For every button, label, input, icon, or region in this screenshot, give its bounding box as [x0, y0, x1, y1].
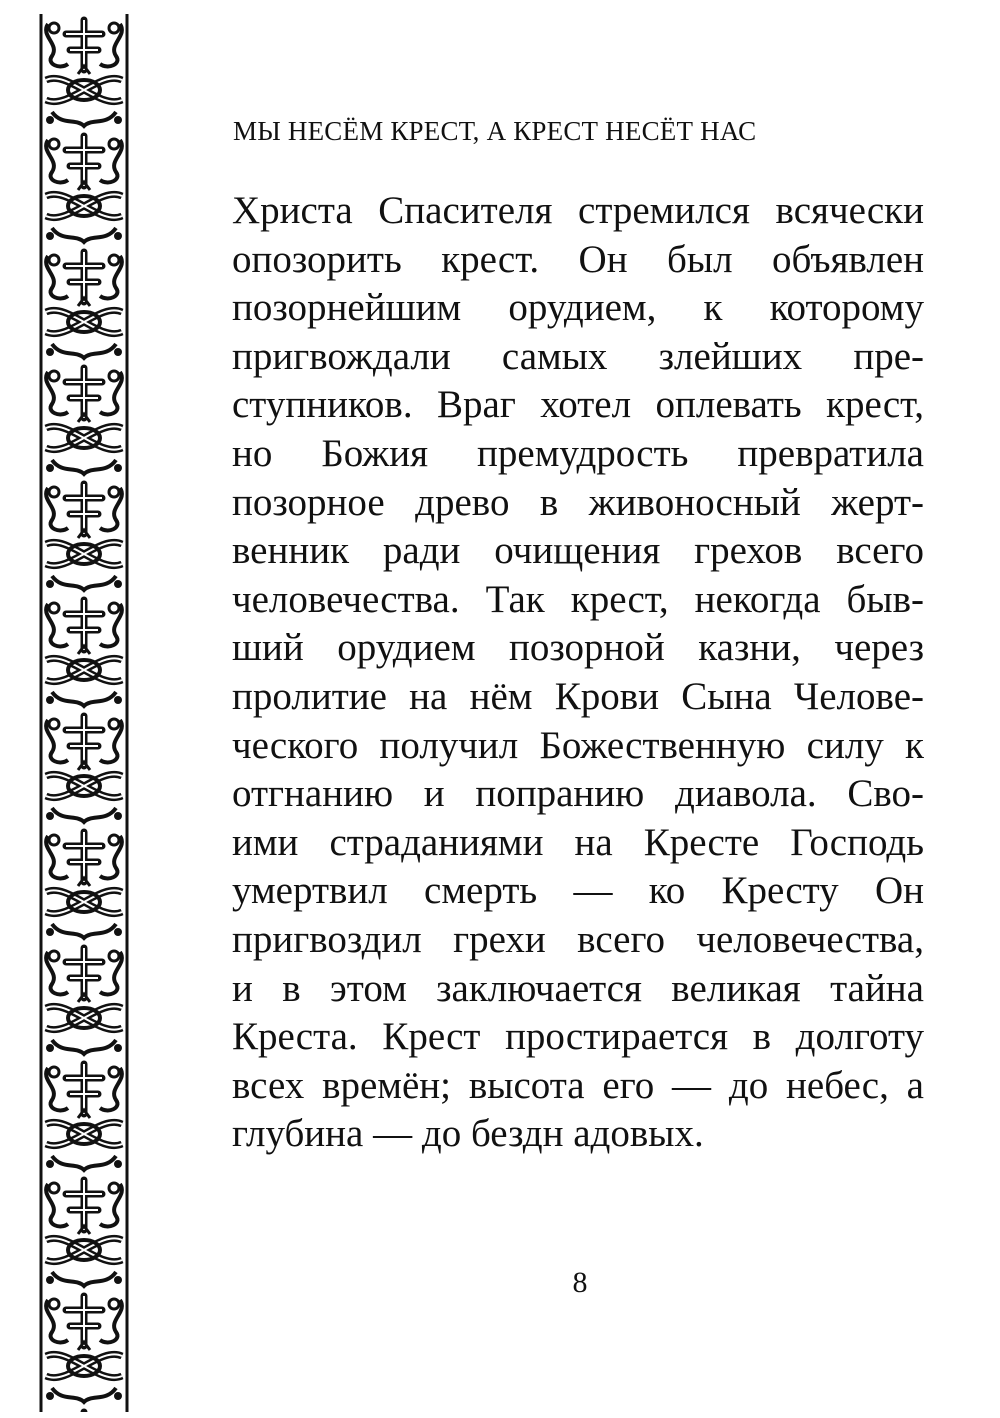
body-line: ший орудием позорной казни, через: [232, 626, 924, 670]
decorative-border: [38, 14, 130, 1412]
body-line: всех времён; высота его — до небес, а: [232, 1063, 924, 1107]
body-line: позорнейшим орудием, к которому: [232, 286, 924, 330]
body-line: человечества. Так крест, некогда быв-: [232, 577, 924, 621]
body-line: пригвождали самых злейших пре-: [232, 334, 924, 378]
body-line: ступников. Враг хотел оплевать крест,: [232, 383, 924, 427]
body-line: и в этом заключается великая тайна: [232, 966, 924, 1010]
body-paragraph: [232, 187, 924, 1159]
body-line: но Божия премудрость превратила: [232, 431, 924, 475]
body-line: умертвил смерть — ко Кресту Он: [232, 869, 924, 913]
body-line: позорное древо в живоносный жерт-: [232, 480, 924, 524]
body-line: глубина — до бездн адовых.: [232, 1112, 704, 1156]
body-line: ими страданиями на Кресте Господь: [232, 820, 924, 864]
body-line: ческого получил Божественную силу к: [232, 723, 924, 767]
running-header: МЫ НЕСЁМ КРЕСТ, А КРЕСТ НЕСЁТ НАС: [233, 116, 757, 146]
interlace-cross-ornament-icon: [38, 14, 130, 1412]
body-line: пригвоздил грехи всего человечества,: [232, 917, 924, 961]
body-line: пролитие на нём Крови Сына Челове-: [232, 674, 924, 718]
body-line: опозорить крест. Он был объявлен: [232, 237, 924, 281]
body-line: Христа Спасителя стремился всячески: [232, 189, 924, 232]
page-number: 8: [572, 1266, 588, 1299]
body-line: отгнанию и попранию диавола. Сво-: [232, 772, 924, 816]
body-line: Креста. Крест простирается в долготу: [232, 1015, 924, 1059]
body-line: венник ради очищения грехов всего: [232, 529, 924, 573]
